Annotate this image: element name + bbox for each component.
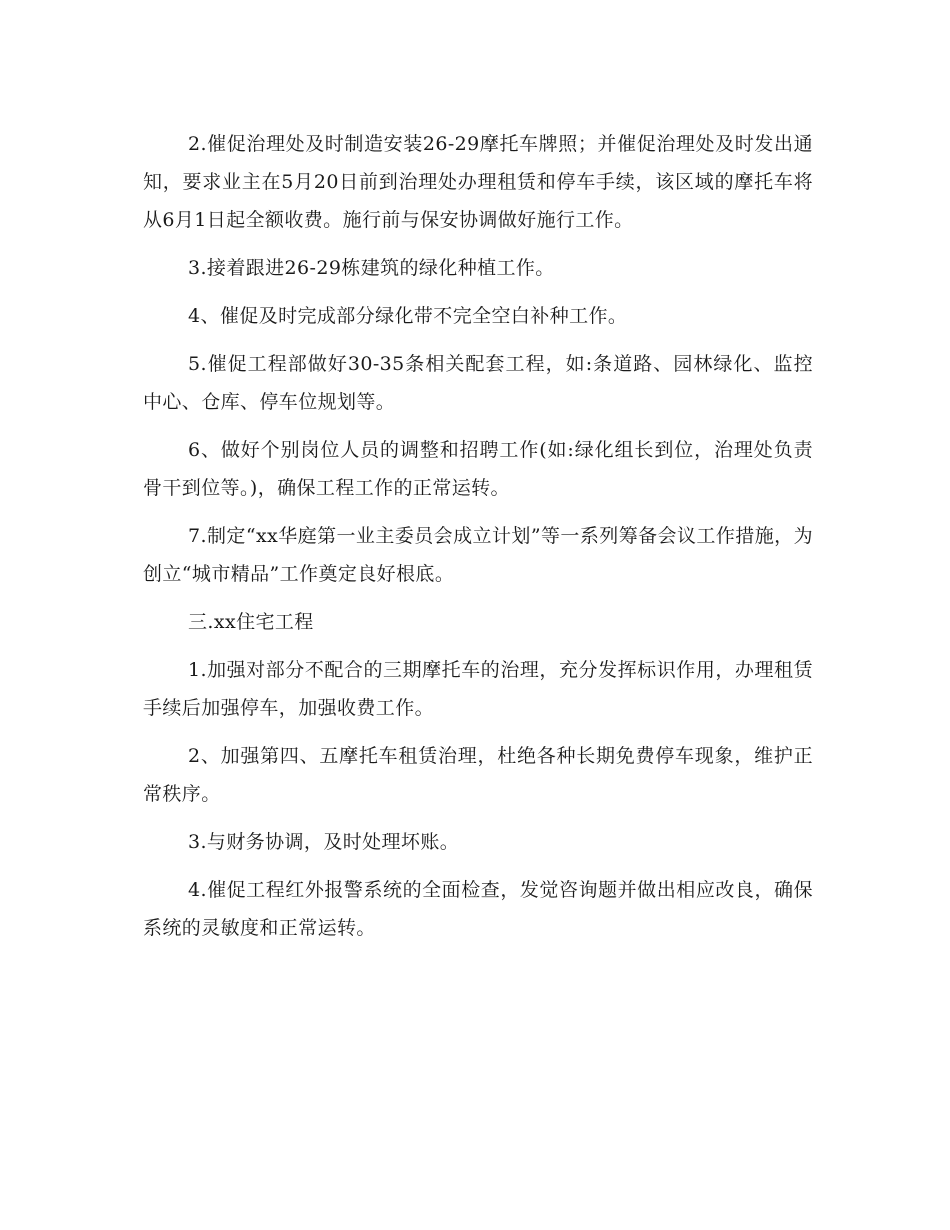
paragraph-item-2-license-plates: 2.催促治理处及时制造安装26-29摩托车牌照；并催促治理处及时发出通知，要求业主在5月20日前到治理处办理租赁和停车手续，该区域的摩托车将从6月1日起全额收费。施行前与保安协调做好施行工作。 xyxy=(143,133,813,231)
document-body xyxy=(143,125,813,957)
paragraph-item-7-owners-committee: 7.制定“xx华庭第一业主委员会成立计划”等一系列筹备会议工作措施，为创立“城市精品”工作奠定良好根底。 xyxy=(143,525,813,585)
paragraph-item-5-supporting-works: 5.催促工程部做好30-35条相关配套工程，如:条道路、园林绿化、监控中心、仓库、停车位规划等。 xyxy=(143,353,813,413)
paragraph-residential-1: 1.加强对部分不配合的三期摩托车的治理，充分发挥标识作用，办理租赁手续后加强停车，加强收费工作。 xyxy=(143,659,813,719)
paragraph-item-6-staffing: 6、做好个别岗位人员的调整和招聘工作(如:绿化组长到位，治理处负责骨干到位等。)，确保工程工作的正常运转。 xyxy=(143,439,813,499)
paragraph-residential-4: 4.催促工程红外报警系统的全面检查，发觉咨询题并做出相应改良，确保系统的灵敏度和正常运转。 xyxy=(143,879,813,939)
paragraph-item-4-replanting: 4、催促及时完成部分绿化带不完全空白补种工作。 xyxy=(188,305,628,327)
section-heading-residential: 三.xx住宅工程 xyxy=(188,611,314,633)
paragraph-residential-2: 2、加强第四、五摩托车租赁治理，杜绝各种长期免费停车现象，维护正常秩序。 xyxy=(143,745,813,805)
paragraph-residential-3: 3.与财务协调，及时处理坏账。 xyxy=(188,831,460,853)
paragraph-item-3-greening: 3.接着跟进26-29栋建筑的绿化种植工作。 xyxy=(188,257,555,279)
